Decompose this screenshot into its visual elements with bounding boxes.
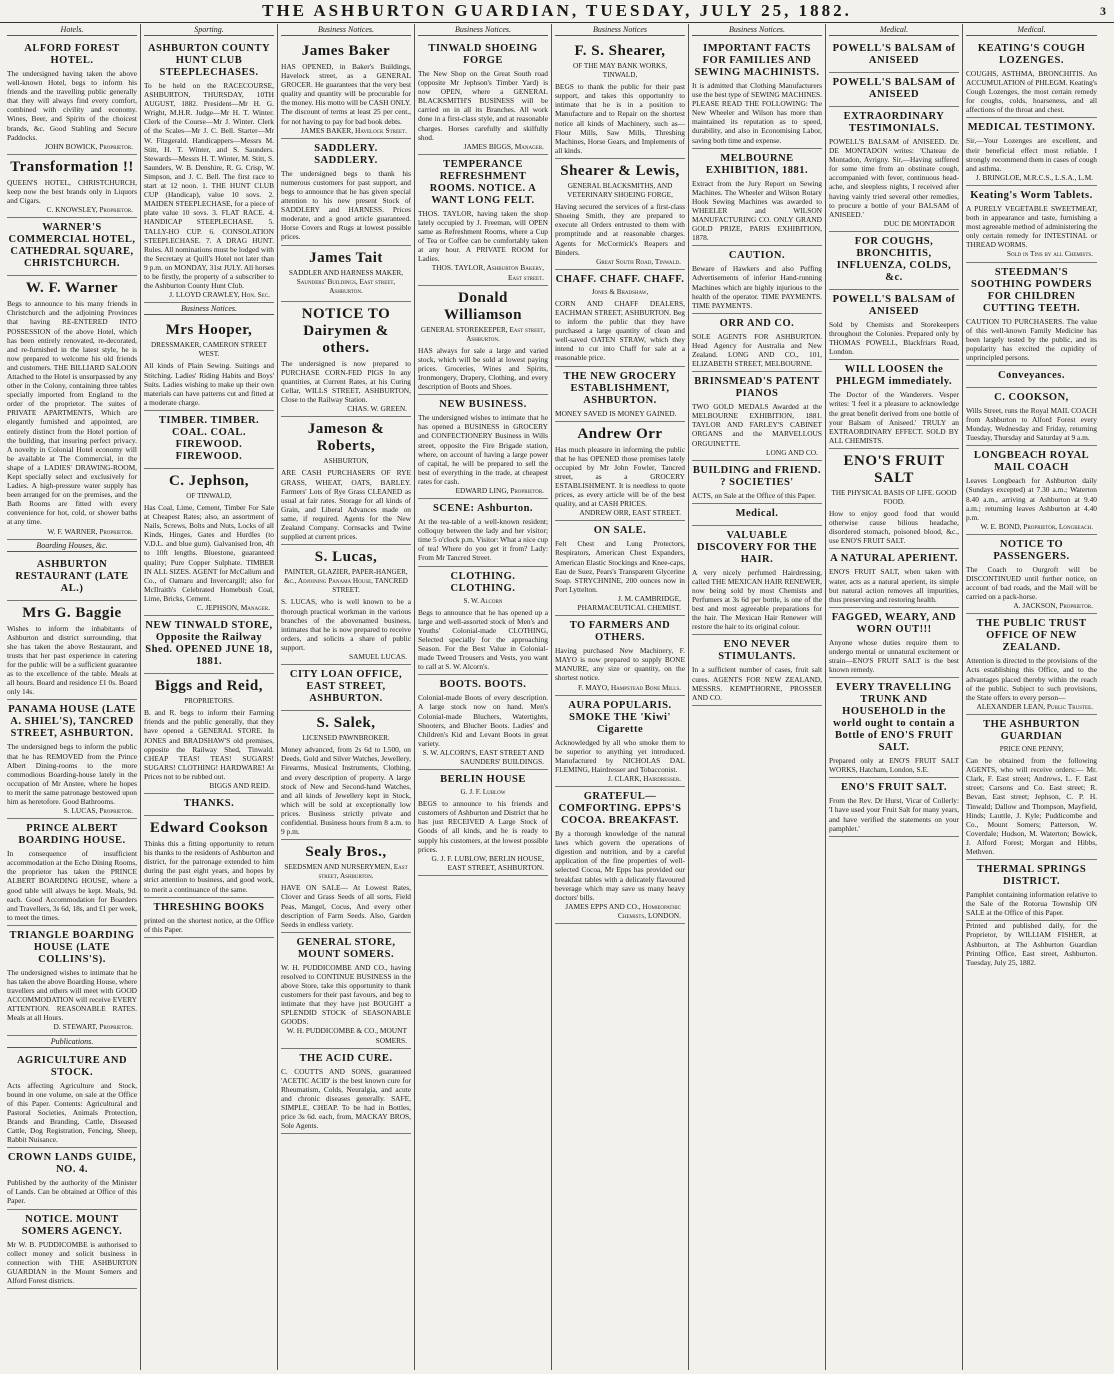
section-heading: Business Notices.: [692, 24, 822, 36]
advertisement: [281, 711, 411, 840]
ad-signature: S. W. ALCORN'S, EAST STREET AND SAUNDERS' BUILDINGS.: [422, 747, 544, 766]
advertisement: [692, 246, 822, 313]
ad-signature: J. BRINGLOE, M.R.C.S., L.S.A., L.M.: [975, 172, 1093, 182]
ad-title: Mrs Hooper,: [165, 322, 253, 339]
ad-title: C. Jephson,: [168, 472, 250, 489]
ad-body-text: A very nicely perfumed Hairdressing, called THE MEXICAN HAIR RENEWER, now being sold by most Chemists and Perfumers at 3s 6d per bottle, is one of the best and most agreeable preparations for the hair. The Mexican Hair Renewer will restore the hair to its original colour.: [692, 567, 822, 632]
ad-signature: CHAS. W. GREEN.: [347, 404, 407, 414]
advertisement: [144, 898, 274, 938]
ad-title: CAUTION.: [728, 250, 786, 262]
advertisement: [692, 372, 822, 461]
ad-body-text: QUEEN'S HOTEL, CHRISTCHURCH, keep now the best brands only in Liquors and Cigars.: [7, 177, 137, 206]
advertisement: [281, 417, 411, 545]
ad-body-text: CORN AND CHAFF DEALERS, EACHMAN STREET, ASHBURTON. Beg to inform the public that they have purchased a large quantity of clean and well-saved OATEN STRAW, which they intend to cut into Chaff for sale at a reasonable price.: [555, 298, 685, 363]
ad-title: MELBOURNE EXHIBITION, 1881.: [705, 152, 809, 176]
ad-body-text: Pamphlet containing information relative to the Sale of the Rotorua Township ON SALE at the Office of this Paper.: [966, 890, 1097, 918]
ad-title: THANKS.: [183, 798, 235, 810]
ad-title: TINWALD SHOEING FORGE: [428, 43, 538, 66]
advertisement: [144, 318, 274, 411]
advertisement: [7, 926, 137, 1036]
ad-title: GRATEFUL—COMFORTING. EPPS'S COCOA. BREAKFAST.: [558, 791, 682, 827]
ad-body-text: HAS OPENED, in Baker's Buildings, Havelock street, as a GENERAL GROCER. He guarantees that the very best quality and quantity will be procurable for the money. His motto will be CASH ONLY. The discount of terms at least 25 per cent., for not having to pay for bad book debts.: [281, 62, 411, 126]
ad-body-text: HAVE ON SALE— At Lowest Rates, Clover and Grass Seeds of all sorts, Field Peas, Mangel, Cocus, And every other description of Farm Seeds. Also, Garden Seeds in endless variety.: [281, 883, 411, 929]
ad-signature: S. LUCAS, Proprietor.: [63, 806, 133, 816]
ad-body-text: B. and R. begs to inform their Farming friends and the public generally, that they have opened a GENERAL STORE. In JONES and BRADSHAW'S old premises, opposite the Railway Shed, Tinwald. CHEAP TEAS! TEAS! SUGARS! SUGARS! CLOTHING! HARDWARE! At Prices not to be rubbed out.: [144, 708, 274, 781]
ad-title: EVERY TRAVELLING TRUNK AND HOUSEHOLD in the world ought to contain a Bottle of ENO'S FRUIT SALT.: [833, 682, 955, 754]
advertisement: [7, 700, 137, 819]
ad-title: CITY LOAN OFFICE, EAST STREET, ASHBURTON.: [289, 669, 403, 705]
advertisement: [692, 314, 822, 372]
ad-signature: A. JACKSON, Proprietor.: [1013, 601, 1093, 611]
advertisement: [966, 366, 1097, 388]
advertisement: [281, 933, 411, 1049]
ad-body-text: Beware of Hawkers and also Puffing Advertisements of inferior Hand-running Machines which are highly injurious to the health of the operator. TIME PAYMENTS. TIME PAYMENTS.: [692, 264, 822, 310]
ad-body-text: Leaves Longbeach for Ashburton daily (Sundays excepted) at 7.30 a.m.; Waterton 8.40 a.m., arriving at Ashburton at 9.40 a.m.; returning leaves Ashburton at 4.40 p.m.: [966, 476, 1097, 522]
ad-title: EXTRAORDINARY TESTIMONIALS.: [843, 111, 945, 134]
ad-body-text: Thinks this a fitting opportunity to return his thanks to the residents of Ashburton and district, for the patronage extended to him during the past eight years, and hopes by strict attention to business, and good work, to merit a continuance of the same.: [144, 839, 274, 894]
ad-body-text: Attention is directed to the provisions of the Acts establishing this Office, and to the advantages placed thereby within the reach of the public. Subject to such provisions, the State offers to every person—: [966, 656, 1097, 702]
advertisement: [7, 218, 137, 276]
ad-body-text: ARE CASH PURCHASERS OF RYE GRASS, WHEAT, OATS, BARLEY. Farmers' Lots of Rye Grass CLEANED as usual at fair rates. Storage for all kinds of Grain, and Liberal Advances made on same, if required. Agents for the New Zealand Company. Cornsacks and Twine supplied at current prices.: [281, 468, 411, 542]
ad-subtitle: SEEDSMEN AND NURSERYMEN, East street, Ashburton.: [284, 863, 408, 881]
advertisement: [144, 816, 274, 898]
advertisement: [555, 39, 685, 159]
section-heading: Sporting.: [144, 24, 274, 36]
printer-imprint: Printed and published daily, for the Proprietor, by WILLIAM FISHER, at Ashburton, at The Ashburton Guardian Printing Office, East street, Ashburton. Tuesday, July 25, 1882.: [966, 921, 1097, 967]
ad-body-text: To be held on the RACECOURSE, ASHBURTON, THURSDAY, 10TH AUGUST, 1882. President—Mr H. G. Wright, M.H.R. Judge—Mr H. T. Winter. Clerk of the Course—Mr J. Winter. Clerk of the Scales—Mr J. C. Bell. Starter—Mr W. Fitzgerald. Handicappers—Messrs M. Stitt, H. T. Winter, and S. Saunders. Stewards—Messrs H. T. Winter, M. Stitt, S. Saunders, W. B. Denshire, R. G. Crisp, W. Simpson, and J. C. Bell. The first race to start at 12 noon. 1. THE HUNT CLUB CUP (Handicap), value 10 sovs. 2. MAIDEN STEEPLECHASE, for a piece of plate value 10 sovs. 3. FLAT RACE. 4. HANDICAP STEEPLECHASE. 5. TALLY-HO CUP. 6. CONSOLATION STEEPLECHASE. 7. A DRAG HUNT. Rules. All nominations must be lodged with the Secretary at Quill's Hotel not later than 9 p.m. on MONDAY, 31st JULY. All horses to be firstly, the property of a subscriber to the Ashburton County Hunt Club.: [144, 81, 274, 291]
column-5: [552, 24, 689, 1370]
ad-title: MEDICAL TESTIMONY.: [967, 122, 1096, 134]
ad-subtitle: Jones & Bradshaw,: [591, 287, 649, 296]
advertisement: [966, 263, 1097, 366]
advertisement: [966, 446, 1097, 535]
ad-title: SADDLERY. SADDLERY.: [314, 142, 378, 166]
ad-title: CLOTHING. CLOTHING.: [450, 570, 516, 594]
advertisement: [144, 39, 274, 303]
advertisement: [966, 614, 1097, 715]
section-heading: Business Notices.: [418, 24, 548, 36]
ad-title: NEW BUSINESS.: [439, 399, 527, 411]
section-heading: Medical.: [829, 24, 959, 36]
ad-subtitle: GENERAL STOREKEEPER, East street, Ashburton.: [420, 325, 546, 343]
ad-title: Medical.: [735, 507, 779, 519]
ad-body-text: Acts affecting Agriculture and Stock, bound in one volume, on sale at the Office of this Paper. Contents: Agricultural and Pastoral Societies, Animals Protection, Brands and Branding, Cattle, Diseased Cattle, Dog Registration, Fencing, Sheep, Rabbit Nuisance.: [7, 1080, 137, 1145]
ad-subtitle: S. W. Alcorn: [463, 596, 503, 605]
advertisement: [829, 73, 959, 107]
advertisement: [829, 778, 959, 836]
ad-title: AGRICULTURE AND STOCK.: [16, 1054, 128, 1078]
ad-signature: J. CLARK, Hairdresser.: [607, 773, 681, 783]
section-heading: Business Notices.: [144, 303, 274, 315]
ad-title: POWELL'S BALSAM of ANISEED: [832, 77, 956, 100]
advertisement: [829, 549, 959, 607]
ad-title: POWELL'S BALSAM of ANISEED: [832, 293, 956, 317]
ad-body-text: Wills Street, runs the Royal MAIL COACH from Ashburton to Alford Forest every Monday, Wednesday and Friday, returning Tuesday, Thursday and Saturday at 9 a.m.: [966, 405, 1097, 443]
ad-body-text: Prepared only at ENO'S FRUIT SALT WORKS, Hatcham, London, S.E.: [829, 756, 959, 775]
ad-body-text: Anyone whose duties require them to undergo mental or unnatural excitement or strain—ENO'S FRUIT SALT is the best known remedy.: [829, 637, 959, 675]
ad-body-text: printed on the shortest notice, at the Office of this Paper.: [144, 915, 274, 934]
ad-signature: SAMUEL LUCAS.: [348, 652, 407, 662]
ad-signature: JAMES BAKER, Havelock Street.: [301, 125, 407, 135]
ad-title: Conveyances.: [998, 369, 1065, 381]
ad-body-text: How to enjoy good food that would otherwise cause bilious headache, disordered stomach, poisoned blood, &c., use ENO'S FRUIT SALT.: [829, 509, 959, 546]
ad-body-text: By a thorough knowledge of the natural laws which govern the operations of digestion and nutrition, and by a careful application of the fine properties of well-selected Cocoa, Mr Epps has provided our breakfast tables with a delicately flavoured beverage which may save us many heavy doctors' bills.: [555, 829, 685, 902]
ad-title: TO FARMERS AND OTHERS.: [569, 620, 671, 644]
section-heading: Publications.: [7, 1036, 137, 1048]
ad-title: THRESHING BOOKS: [153, 901, 265, 913]
ad-body-text: Having purchased New Machinery, F. MAYO is now prepared to supply BONE MANURE, any size or quantity, on the shortest notice.: [555, 646, 685, 683]
advertisement: [7, 39, 137, 155]
ad-title: KEATING'S COUGH LOZENGES.: [977, 43, 1086, 66]
ad-signature: C. KNOWSLEY, Proprietor.: [46, 205, 133, 215]
advertisement: [281, 139, 411, 246]
ad-body-text: All kinds of Plain Sewing. Suitings and Stitching. Ladies' Riding Habits and Boys' Suits. Ladies wishing to make up their own materials can have patterns cut and fitted at a moderate charge.: [144, 361, 274, 407]
advertisement: [966, 39, 1097, 118]
ad-body-text: Felt Chest and Lung Protectors, Respirators, American Chest Expanders, American Elastic Stockings and Knee-caps, Eau de Suez, Pears's Transparent Glycerine Soap. STRYCHNINE, 200 ounces now in Port Lyttelton.: [555, 539, 685, 594]
ad-body-text: COUGHS, ASTHMA, BRONCHITIS. An ACCUMULATION of PHLEGM. Keating's Cough Lozenges, the most certain remedy for coughs, colds, hoarseness, and all affections of the throat and chest.: [966, 69, 1097, 115]
ad-body-text: Extract from the Jury Report on Sewing Machines. The Wheeler and Wilson Rotary Hook Sewing Machines was awarded to WHEELER and WILSON MANUFACTURING CO. ONLY GRAND GOLD PRIZE, PARIS EXHIBITION, 1878.: [692, 178, 822, 243]
advertisement: [829, 107, 959, 232]
advertisement: [966, 860, 1097, 921]
ad-title: Edward Cookson: [149, 820, 269, 837]
advertisement: [555, 616, 685, 695]
ad-body-text: The New Shop on the Great South road (opposite Mr Jephson's Timber Yard) is now OPEN, where a GENERAL BLACKSMITH'S BUSINESS will be carried on in all its Branches. All work done in a first-class style, and at reasonable charges. Horses carefully and skilfully shod.: [418, 69, 548, 142]
ad-title: Biggs and Reid,: [155, 678, 263, 695]
ad-body-text: From the Rev. Dr Hurst, Vicar of Collerly: 'I have used your Fruit Salt for many years, and have verified the statements on your pamphlet.': [829, 796, 959, 833]
ad-body-text: Having secured the services of a first-class Shoeing Smith, they are prepared to execute all Orders entrusted to them with promptitude and at reasonable charges. Agents for McCormick's Reapers and Binders.: [555, 202, 685, 257]
advertisement: [692, 39, 822, 149]
ad-signature: D. STEWART, Proprietor.: [53, 1022, 133, 1032]
ad-title: GENERAL STORE, MOUNT SOMERS.: [296, 936, 396, 960]
ad-body-text: S. LUCAS, who is well known to be a thorough practical workman in the various branches of the abovenamed business, intimates that he is now prepared to receive orders, and solicits a share of public support.: [281, 597, 411, 652]
advertisement: [555, 422, 685, 522]
advertisement: [418, 395, 548, 499]
ad-body-text: Sold by Chemists and Storekeepers throughout the Colonies. Prepared only by THOMAS POWELL, Blackfriars Road, London.: [829, 319, 959, 357]
ad-title: BUILDING and FRIEND. ? SOCIETIES': [692, 464, 822, 488]
column-3: [278, 24, 415, 1370]
ad-body-text: Mr W. B. PUDDICOMBE is authorised to collect money and solicit business in connection with THE ASHBURTON GUARDIAN in the Mount Somers and Alford Forest districts.: [7, 1239, 137, 1285]
ad-body-text: The Coach to Ourgroft will be DISCONTINUED until further notice, on account of bad roads, and the Mail will be carried on a pack-horse.: [966, 564, 1097, 602]
ad-title: TRIANGLE BOARDING HOUSE (LATE COLLINS'S).: [9, 929, 135, 965]
advertisement: [829, 678, 959, 778]
advertisement: [7, 601, 137, 701]
ad-body-text: Has much pleasure in informing the public that he has OPENED those premises lately occupied by Mr John Fowler, Tancred street, as a GROCERY ESTABLISHMENT. It is needless to quote prices, as every article will be of the best quality, and at CASH PRICES.: [555, 444, 685, 509]
advertisement: [692, 149, 822, 247]
advertisement: [555, 159, 685, 270]
ad-signature: THOS. TAYLOR, Ashburton Bakery, East street.: [431, 263, 544, 282]
advertisement: [418, 675, 548, 770]
ad-body-text: The undersigned is now prepared to PURCHASE CORN-FED PIGS In any quantities, at Current Rates, at his Curing Cellar, WILLS STREET, ASHBURTON, Close to the Railway Station.: [281, 358, 411, 405]
ad-body-text: A PURELY VEGETABLE SWEETMEAT, both in appearance and taste, furnishing a most agreeable method of administering the only certain remedy for INTESTINAL or THREAD WORMS.: [966, 203, 1097, 250]
ad-body-text: CAUTION TO PURCHASERS. The value of this well-known Family Medicine has been largely tested by the public, and its popularity has excited the cupidity of unprincipled persons.: [966, 316, 1097, 362]
ad-body-text: The undersigned wishes to intimate that he has taken the above Boarding House, where travellers and others will meet with GOOD ACCOMMODATION will receive EVERY ATTENTION. REASONABLE RATES. Meals at all Hours.: [7, 967, 137, 1023]
ad-title: ORR AND CO.: [719, 317, 795, 329]
ad-body-text: Can be obtained from the following AGENTS, who will receive orders:— Mr. Clark, F. East street; Andrews, L. F. East street; Carsons and Co. East street; R. Bevan, East street; Jephson, C. P. H. Tinwald; Dallow and Thompson, Mayfield, Hinds; Lauttle, J. Kyle; Puddicombe and Co., Mount Somers; Patterson, W. Coverdale; Hudson, M. Waterton; Bowick, J. Alford Forest; Morgan and Hibbs, Methven.: [966, 756, 1097, 856]
ad-title: IMPORTANT FACTS FOR FAMILIES AND SEWING MACHINISTS.: [694, 43, 820, 78]
ad-subtitle: PAINTER, GLAZIER, PAPER-HANGER, &c., Adjoining Panama House, TANCRED STREET.: [284, 568, 408, 595]
advertisement: [418, 567, 548, 676]
ad-title: THE PUBLIC TRUST OFFICE OF NEW ZEALAND.: [976, 618, 1087, 654]
ad-body-text: THOS. TAYLOR, having taken the shop lately occupied by J. Freeman, will OPEN same as Refreshment Rooms, where a Cup of Tea or Coffee can be comfortably taken at any hour. A PRIVATE ROOM for Ladies.: [418, 208, 548, 264]
ad-title: S. Salek,: [316, 715, 376, 732]
ad-body-text: Sir,—Your Lozenges are excellent, and their beneficial effect most reliable. I strongly recommend them in cases of cough and asthma.: [966, 136, 1097, 173]
advertisement: [555, 696, 685, 787]
advertisement: [692, 526, 822, 636]
ad-body-text: BEGS to thank the public for their past support, and takes this opportunity to intimate that he is in a position to Manufacture and to Repair on the shortest notice all kinds of Machinery, such as—Flour Mills, Saw Mills, Threshing Machines, Horse Gears, and Implements of all kinds.: [555, 82, 685, 155]
ad-title: FOR COUGHS, BRONCHITIS, INFLUENZA, COLDS, &c.: [836, 235, 952, 283]
advertisement: [144, 794, 274, 816]
ad-title: Andrew Orr: [577, 425, 663, 442]
advertisement: [144, 469, 274, 616]
ad-subtitle: PRICE ONE PENNY,: [999, 744, 1064, 753]
ad-title: TIMBER. TIMBER. COAL. COAL. FIREWOOD. FIREWOOD.: [158, 414, 260, 462]
ad-body-text: Begs to announce that he has opened up a large and well-assorted stock of Men's and Youths' Colonial-made CLOTHING, Selected specially for the approaching Season. For the Best Value in Colonial-made Tweed Trousers and Vests, you want to call at S. W. Alcorn's.: [418, 607, 548, 672]
ad-body-text: The undersigned begs to inform the public that he has REMOVED from the Prince Albert Dining-rooms to the more commodious Boarding-house lately in the occupation of Mr Anstee, where he hopes to merit the same patronage bestowed upon him as heretofore. Good Bathrooms.: [7, 742, 137, 806]
ad-subtitle: OF THE MAY BANK WORKS, TINWALD,: [572, 62, 668, 80]
ad-signature: G. J. F. LUBLOW, BERLIN HOUSE, EAST STREET, ASHBURTON.: [431, 853, 544, 872]
column-4: [415, 24, 552, 1370]
ad-title: Mrs G. Baggie: [22, 604, 122, 621]
section-heading: Medical.: [966, 24, 1097, 36]
ad-body-text: Colonial-made Boots of every description. A large stock now on hand. Men's Colonial-made Bluchers, Watertights, Shooters, and Blucher Boots. Ladies' and Children's Kid and Levant Boots in great variety.: [418, 693, 548, 748]
advertisement: [418, 770, 548, 876]
advertisement: [418, 39, 548, 155]
ad-title: POWELL'S BALSAM of ANISEED: [832, 43, 956, 66]
ad-title: CROWN LANDS GUIDE, NO. 4.: [7, 1152, 137, 1176]
column-6: [689, 24, 826, 1370]
ad-signature: EDWARD LING, Proprietor.: [455, 486, 544, 495]
ad-signature: C. JEPHSON, Manager.: [196, 603, 270, 613]
ad-title: SCENE: Ashburton.: [432, 503, 534, 515]
ad-signature: LONG AND CO.: [766, 447, 818, 457]
ad-title: ON SALE.: [593, 525, 647, 537]
advertisement: [966, 118, 1097, 185]
advertisement: [829, 608, 959, 678]
ad-title: PRINCE ALBERT BOARDING HOUSE.: [18, 823, 126, 847]
ad-title: A NATURAL APERIENT.: [830, 553, 958, 565]
ad-title: NOTICE. MOUNT SOMERS AGENCY.: [21, 1213, 123, 1237]
column-8: [963, 24, 1100, 1370]
ad-signature: F. MAYO, Hampstead Bone Mills.: [578, 682, 681, 692]
ad-signature: JAMES BIGGS, Manager.: [463, 141, 544, 151]
advertisement: [281, 545, 411, 665]
ad-body-text: POWELL'S BALSAM of ANISEED. Dr. DE MONTADON writes: 'Chateau de Montadon, Avrigny. Sir,—Having suffered for some time from an obstinate cough, accompanied with fever, continuous head-ache, and sleepless nights, I received after having vainly tried several other remedies, to procure a bottle of your BALSAM of ANISEED.': [829, 137, 959, 219]
column-2: [141, 24, 278, 1370]
ad-title: Transformation !!: [10, 158, 134, 175]
ad-signature: ANDREW ORR, EAST STREET.: [579, 508, 681, 518]
advertisement: [692, 504, 822, 526]
ad-title: ASHBURTON RESTAURANT (LATE AL.): [15, 558, 129, 594]
ad-body-text: The undersigned wishes to intimate that he has opened a BUSINESS in GROCERY and CONFECTIONERY Business in Wills street, opposite the Fire Brigade station, where, on account of having a large power of capital, he will be prepared to sell the best of everything in the trade, at cheapest rates for cash.: [418, 413, 548, 486]
advertisement: [281, 246, 411, 302]
advertisement: [829, 360, 959, 449]
advertisement: [144, 616, 274, 674]
ad-title: THE NEW GROCERY ESTABLISHMENT, ASHBURTON.: [563, 370, 677, 406]
ad-title: NOTICE TO PASSENGERS.: [993, 538, 1070, 562]
ad-title: WARNER'S COMMERCIAL HOTEL, CATHEDRAL SQUARE, CHRISTCHURCH.: [8, 222, 136, 270]
ad-signature: DUC DE MONTADOR: [883, 218, 955, 228]
ad-subtitle: GENERAL BLACKSMITHS, AND VETERINARY SHOEING FORGE,: [567, 181, 673, 200]
advertisement: [555, 270, 685, 367]
ad-subtitle: G. J. F. Lublow: [460, 788, 506, 797]
advertisement: [7, 819, 137, 926]
ad-signature: JAMES EPPS AND CO., Homœopathic Chemists, LONDON.: [565, 901, 681, 920]
ad-title: ALFORD FOREST HOTEL.: [24, 43, 120, 66]
advertisement: [7, 1210, 137, 1289]
ad-title: THE ACID CURE.: [299, 1052, 393, 1064]
columns-container: [4, 24, 1110, 1370]
ad-title: W. F. Warner: [25, 280, 119, 297]
advertisement: [7, 555, 137, 601]
advertisement: [281, 665, 411, 711]
ad-body-text: Published by the authority of the Minister of Lands. Can be obtained at Office of this Paper.: [7, 1178, 137, 1206]
advertisement: [829, 232, 959, 290]
ad-body-text: In consequence of insufficient accommodation at the Echo Dining Rooms, the proprietor has taken the PRINCE ALBERT BOARDING HOUSE, where a good table will always be kept. Meals, 9d. each. Good Accommodation for Boarders and Travellers, 3s 6d, 18s, and £1 per week, to meet the times.: [7, 849, 137, 922]
ad-title: F. S. Shearer,: [574, 43, 666, 59]
advertisement: [144, 674, 274, 794]
advertisement: [555, 787, 685, 924]
ad-title: James Baker: [301, 43, 391, 59]
advertisement: [966, 715, 1097, 860]
advertisement: [555, 521, 685, 616]
advertisement: [7, 276, 137, 539]
ad-body-text: W. H. PUDDICOMBE AND CO., having resolved to CONTINUE BUSINESS in the above Store, take this opportunity to thank customers for their past favours, and beg to intimate that they have just BOUGHT a SPLENDID STOCK of SEASONABLE GOODS.: [281, 962, 411, 1027]
advertisement: [281, 39, 411, 139]
advertisement: [281, 1049, 411, 1135]
advertisement: [418, 286, 548, 396]
ad-title: LONGBEACH ROYAL MAIL COACH: [973, 450, 1090, 474]
section-heading: Hotels.: [7, 24, 137, 36]
ad-title: NEW TINWALD STORE, Opposite the Railway Shed. OPENED JUNE 18, 1881.: [145, 620, 273, 668]
ad-body-text: In a sufficient number of cases, fruit salt cures. AGENTS FOR NEW ZEALAND, MESSRS. KEMPTHORNE, PROSSER AND CO.: [692, 665, 822, 702]
ad-body-text: Wishes to inform the inhabitants of Ashburton and district surrounding, that she has taken the above Restaurant, and trusts that her past experience in catering for the public will be a sufficient guarantee as to the excellence of the table. Meals at all hours. Board and residence £1 0s. Board only 14s.: [7, 623, 137, 697]
ad-subtitle: ASHBURTON,: [323, 457, 369, 466]
advertisement: [966, 535, 1097, 614]
column-7: [826, 24, 963, 1370]
advertisement: [7, 1148, 137, 1209]
ad-body-text: The Doctor of the Wanderers. Vesper writes: 'I feel it a pleasure to acknowledge the great benefit derived from one bottle of your Balsam of Aniseed.' TRULY an EXTRAORDINARY EFFECT. SOLD BY ALL CHEMISTS.: [829, 390, 959, 445]
ad-signature: Sold in Tins by all Chemists.: [1006, 249, 1093, 259]
ad-title: Shearer & Lewis,: [560, 162, 680, 179]
advertisement: [829, 39, 959, 73]
ad-title: Sealy Bros.,: [305, 844, 387, 861]
ad-title: BRINSMEAD'S PATENT PIANOS: [694, 376, 820, 400]
ad-subtitle: LICENSED PAWNBROKER.: [302, 734, 390, 743]
ad-title: Donald Williamson: [443, 289, 523, 323]
masthead: [0, 0, 1114, 23]
ad-signature: J. LLOYD CRAWLEY, Hon. Sec.: [169, 290, 270, 300]
advertisement: [966, 186, 1097, 263]
ad-body-text: Acknowledged by all who smoke them to be superior to anything yet introduced. Manufactured by NICHOLAS DAL FLEMING, Hairdresser and Tobacconist.: [555, 737, 685, 774]
ad-body-text: Money advanced, from 2s 6d to L500, on Deeds, Gold and Silver Watches, Jewellery, Firearms, Musical Instruments, Clothing, and every description of property. A large stock of New and Second-hand Watches, and all kinds of Jewellery kept in Stock, which will be sold at exceptionally low prices. Business strictly private and confidential. Business hours from 8 a.m. to 9 p.m.: [281, 745, 411, 837]
advertisement: [555, 367, 685, 422]
ad-title: C. COOKSON,: [994, 391, 1069, 403]
advertisement: [692, 461, 822, 504]
ad-subtitle: PROPRIETORS.: [184, 697, 234, 706]
ad-title: Jameson & Roberts,: [307, 421, 385, 455]
ad-title: BOOTS. BOOTS.: [439, 679, 527, 691]
section-heading: Business Notices.: [281, 24, 411, 36]
ad-title: STEEDMAN'S SOOTHING POWDERS FOR CHILDREN CUTTING TEETH.: [971, 266, 1092, 314]
ad-subtitle: DRESSMAKER, CAMERON STREET WEST.: [150, 341, 267, 359]
ad-title: PANAMA HOUSE (LATE A. SHIEL'S), TANCRED STREET, ASHBURTON.: [8, 704, 136, 740]
ad-signature: BIGGS AND REID.: [209, 780, 270, 790]
ad-body-text: C. COUTTS AND SONS, guaranteed 'ACETIC ACID' is the best known cure for Rheumatism, Colds, Neuralgia, and acute and chronic diseases generally. SAFE, SIMPLE, CHEAP. To be had in Bottles, price 3s 6d. each, from, MACKAY BROS, Sole Agents.: [281, 1066, 411, 1131]
ad-subtitle: SADDLER AND HARNESS MAKER, Saunders' Buildings, East street, Ashburton.: [288, 268, 404, 295]
advertisement: [281, 302, 411, 418]
ad-title: ENO'S FRUIT SALT: [843, 452, 945, 486]
ad-title: WILL LOOSEN the PHLEGM immediately.: [835, 364, 953, 388]
masthead-title: THE ASHBURTON GUARDIAN, TUESDAY, JULY 25, 1882.: [262, 1, 852, 20]
advertisement: [829, 449, 959, 550]
ad-body-text: BEGS to announce to his friends and customers of Ashburton and District that he has just RECEIVED A Large Stock of Goods of all kinds, and he is ready to supply his customers, at the lowest possible prices.: [418, 799, 548, 854]
ad-title: FAGGED, WEARY, AND WORN OUT!!!: [831, 611, 957, 635]
ad-body-text: It is admitted that Clothing Manufacturers use the best type of SEWING MACHINES. PLEASE READ THE FOLLOWING: The New Wheeler and Wilson has more than maintained its reputation as to speed, durability, and also in Economising Labor, saving both time and expense.: [692, 81, 822, 145]
ad-subtitle: OF TINWALD,: [186, 491, 232, 500]
ad-title: NOTICE TO Dairymen & others.: [301, 305, 391, 356]
ad-body-text: Begs to announce to his many friends in Christchurch and the adjoining Provinces that having RE-ENTERED INTO POSSESSION of the above Hotel, which has been entirely renovated, re-decorated, and re-furnished in the latest style, he is now prepared to welcome his old friends and customers. THE BILLIARD SALOON Attached to the Hotel is unsurpassed by any other in the Colony, containing three tables specially imported from England to the order of the proprietor. The suites of PRIVATE APARTMENTS, Which are elegantly furnished and appointed, are entirely distinct from the Hotel portion of the building, that insuring perfect privacy. A novelty in Colonial Hotel economy will be available at The Commercial, in the shape of a LADIES' DRAWING-ROOM, Kept specially select and exclusively for Ladies. A high-pressure water supply has been arranged for on the premises, and the Bath Rooms are fitted with every convenience for hot, cold, or shower baths at any time.: [7, 299, 137, 527]
ad-signature: J. M. CAMBRIDGE, PHARMACEUTICAL CHEMIST.: [577, 593, 681, 613]
ad-title: THERMAL SPRINGS DISTRICT.: [976, 864, 1087, 888]
ad-title: Keating's Worm Tablets.: [970, 189, 1093, 201]
ad-body-text: SOLE AGENTS FOR ASHBURTON. Head Agency for Australia and New Zealand. LONG AND CO., 101, ELIZABETH STREET, MELBOURNE.: [692, 331, 822, 369]
ad-body-text: The undersigned begs to thank his numerous customers for past support, and begs to announce that he has given special attention to his new present Stock of SADDLERY and HARNESS. Prices moderate, and a good article guaranteed. Horse Covers and Rugs at lowest possible prices.: [281, 168, 411, 242]
section-heading: Business Notices: [555, 24, 685, 36]
ad-signature: Great South Road, Tinwald.: [596, 256, 681, 266]
ad-body-text: MONEY SAVED IS MONEY GAINED.: [555, 408, 677, 418]
advertisement: [7, 1051, 137, 1149]
page-number: 3: [1100, 4, 1106, 18]
advertisement: [966, 388, 1097, 446]
ad-signature: JOHN BOWICK, Proprietor.: [44, 141, 133, 151]
advertisement: [144, 411, 274, 469]
ad-title: ENO'S FRUIT SALT.: [840, 782, 948, 794]
ad-signature: W. E. BOND, Proprietor, Longbeach.: [980, 521, 1093, 531]
ad-body-text: Has Coal, Lime, Cement, Timber For Sale at Cheapest Rates; also, an assortment of Nails, Screws, Bolts and Nuts, Locks of all Kinds, Hinges, Gates and Hurdles (to V.D.L. and blue gum). Galvanised Iron, 4ft to 10ft lengths. Bluestone, guaranteed quality; Pure Copper Sulphate. TIMBER IN ALL SIZES. AGENT for McCallum and Co., of Oamaru and Invercargill; also for McIlraith's Celebrated Homebush Coal, Lime, Bricks, Cement.: [144, 503, 274, 603]
ad-title: ASHBURTON COUNTY HUNT CLUB STEEPLECHASES.: [147, 43, 271, 78]
ad-body-text: The undersigned having taken the above well-known Hotel, begs to inform his friends and the travelling public generally that they will always find every comfort, combined with civility and economy. Wines, Beer, and Spirits of the choicest brands, &c. Good Stabling and Secure Paddocks.: [7, 69, 137, 142]
advertisement: [418, 499, 548, 566]
ad-signature: W. H. PUDDICOMBE & CO., MOUNT SOMERS.: [286, 1026, 407, 1045]
ad-body-text: ACTS, on Sale at the Office of this Paper.: [692, 490, 816, 500]
ad-subtitle: THE PHYSICAL BASIS OF LIFE. GOOD FOOD.: [831, 488, 957, 506]
section-heading: Boarding Houses, &c.: [7, 540, 137, 552]
ad-title: S. Lucas,: [314, 549, 378, 566]
ad-title: TEMPERANCE REFRESHMENT ROOMS. NOTICE. A WANT LONG FELT.: [429, 158, 537, 206]
ad-title: BERLIN HOUSE: [440, 774, 526, 786]
ad-title: James Tait: [309, 249, 383, 266]
ad-title: ENO NEVER STIMULANTS.: [718, 639, 796, 663]
ad-title: AURA POPULARIS. SMOKE THE 'Kiwi' Cigarette: [568, 699, 672, 735]
advertisement: [281, 840, 411, 933]
advertisement: [692, 635, 822, 705]
ad-body-text: ENO'S FRUIT SALT, when taken with water, acts as a natural aperient, its simple but natural action removes all impurities, thus preserving and restoring health.: [829, 567, 959, 604]
column-1: [4, 24, 141, 1370]
advertisement: [418, 155, 548, 286]
ad-signature: ALEXANDER LEAN, Public Trustee.: [976, 701, 1093, 711]
ad-title: VALUABLE DISCOVERY FOR THE HAIR.: [696, 529, 818, 565]
advertisement: [829, 290, 959, 360]
advertisement: [7, 155, 137, 218]
ad-title: THE ASHBURTON GUARDIAN: [983, 718, 1080, 742]
ad-body-text: HAS always for sale a large and varied stock, which will be sold at lowest paying prices. Groceries, Wines and Spirits, Ironmongery, Drapery, Clothing, and every description of Boots and Shoes.: [418, 345, 548, 392]
ad-body-text: At the tea-table of a well-known resident; colloquy between the lady and her visitor; time 5 o'clock p.m. Visitor: What a nice cup of tea! Where do you get it from? Lady: From Mr Tancred Street.: [418, 517, 548, 563]
ad-body-text: TWO GOLD MEDALS Awarded at the MELBOURNE EXHIBITION, 1881. TAYLOR AND FARLEY'S CABINET ORGANS and the MARVELLOUS ORGUINETTE.: [692, 402, 822, 448]
ad-title: CHAFF. CHAFF. CHAFF.: [555, 273, 685, 285]
ad-signature: W. F. WARNER, Proprietor.: [47, 526, 133, 536]
